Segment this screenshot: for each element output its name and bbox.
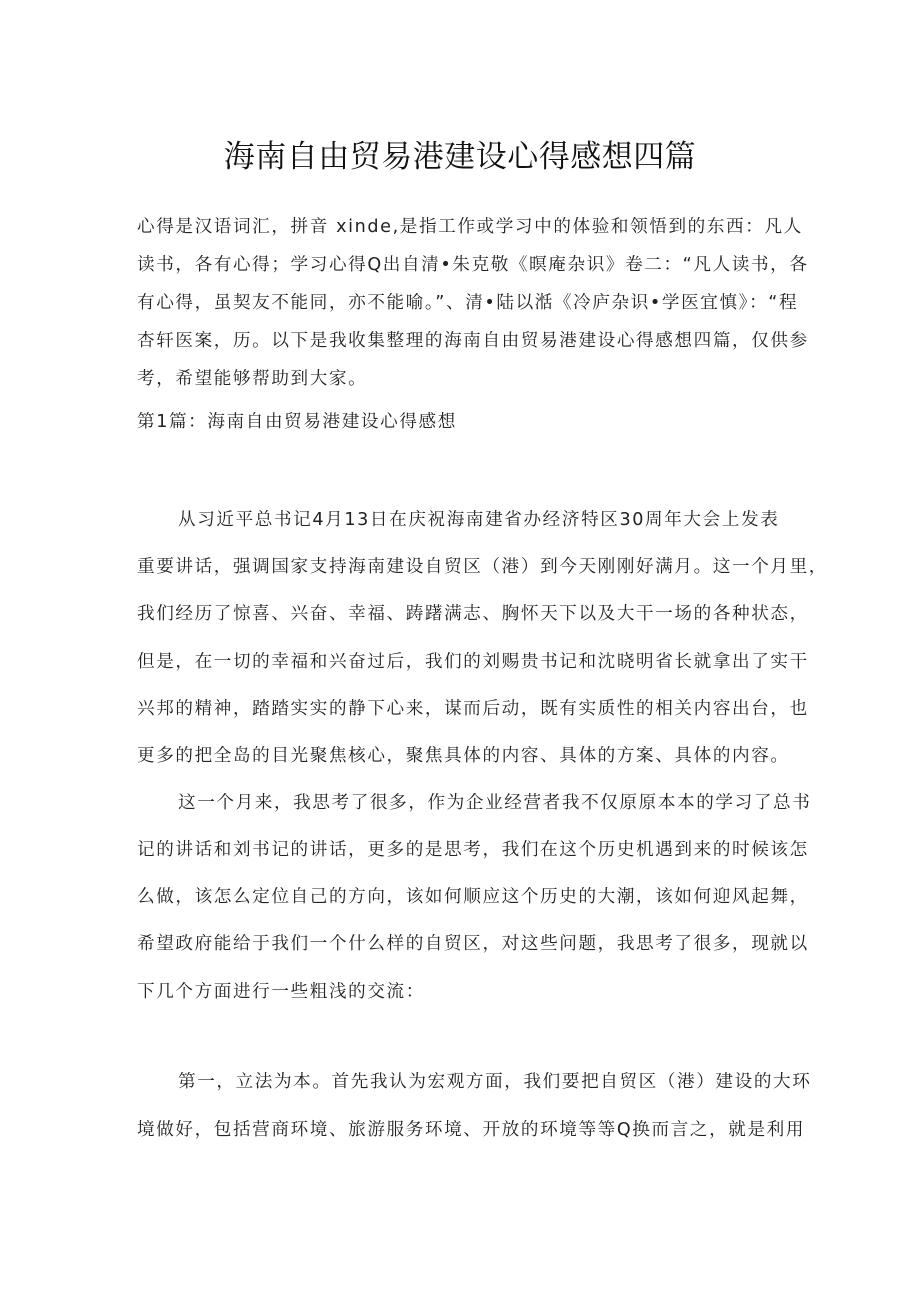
intro-line: 心得是汉语词汇，拼音 xinde,是指工作或学习中的体验和领悟到的东西：凡人 [137,217,803,237]
paragraph-line: 但是，在一切的幸福和兴奋过后，我们的刘赐贵书记和沈晓明省长就拿出了实干 [137,652,809,672]
paragraph-line: 境做好，包括营商环境、旅游服务环境、开放的环境等等Q换而言之，就是利用 [137,1120,806,1140]
paragraph-line: 兴邦的精神，踏踏实实的静下心来，谋而后动，既有实质性的相关内容出台，也 [137,699,809,719]
paragraph-line: 希望政府能给于我们一个什么样的自贸区，对这些问题，我思考了很多，现就以 [137,934,809,954]
paragraph-line: 更多的把全岛的目光聚焦核心，聚焦具体的内容、具体的方案、具体的内容。 [137,746,790,766]
intro-line: 杏轩医案，历。以下是我收集整理的海南自由贸易港建设心得感想四篇，仅供参 [137,331,809,351]
intro-line: 读书，各有心得；学习心得Q出自清•朱克敬《暝庵杂识》卷二：“凡人读书，各 [137,255,809,275]
intro-line: 有心得，虽契友不能同，亦不能喻。”、清•陆以湉《冷庐杂识•学医宜慎》：“程 [137,293,799,313]
document-title: 海南自由贸易港建设心得感想四篇 [223,138,697,175]
section-heading: 第1篇：海南自由贸易港建设心得感想 [137,412,457,432]
paragraph-line: 这一个月来，我思考了很多，作为企业经营者我不仅原原本本的学习了总书 [178,793,812,813]
paragraph-line: 从习近平总书记4月13日在庆祝海南建省办经济特区30周年大会上发表 [178,510,780,530]
paragraph-line: 我们经历了惊喜、兴奋、幸福、踌躇满志、胸怀天下以及大干一场的各种状态， [137,604,809,624]
paragraph-line: 第一，立法为本。首先我认为宏观方面，我们要把自贸区（港）建设的大环 [178,1072,812,1092]
paragraph-line: 下几个方面进行一些粗浅的交流： [137,982,425,1002]
paragraph-line: 记的讲话和刘书记的讲话，更多的是思考，我们在这个历史机遇到来的时候该怎 [137,840,809,860]
intro-line: 考，希望能够帮助到大家。 [137,369,368,389]
paragraph-line: 重要讲话，强调国家支持海南建设自贸区（港）到今天刚刚好满月。这一个月里， [137,557,828,577]
paragraph-line: 么做，该怎么定位自己的方向，该如何顺应这个历史的大潮，该如何迎风起舞， [137,887,809,907]
